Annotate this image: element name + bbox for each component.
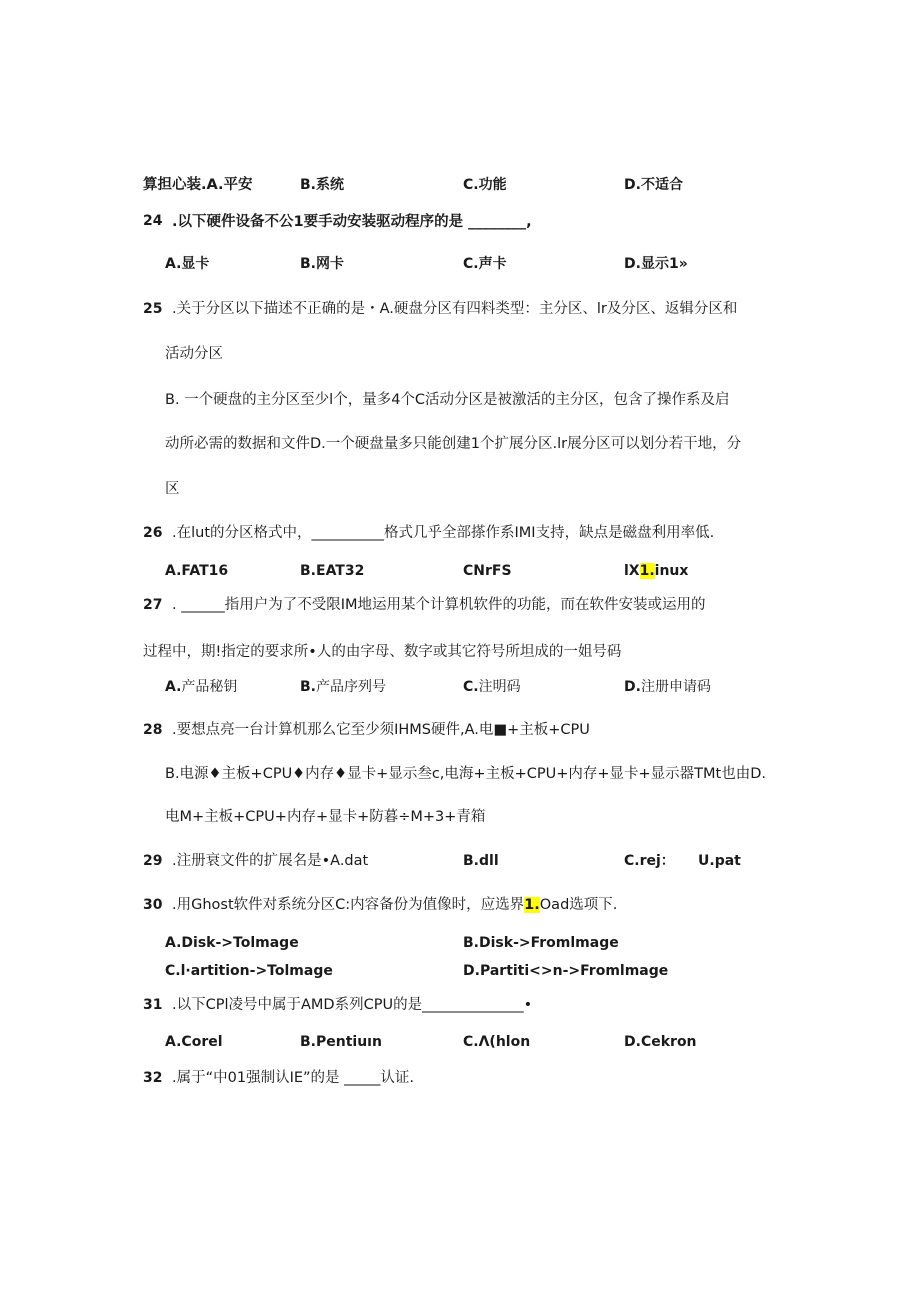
question-23-text: 算担心装.A.平安	[143, 177, 253, 193]
q30-option-b: B.Disk->Fromlmage	[463, 935, 619, 951]
q26-option-a: A.FAT16	[165, 563, 229, 579]
question-27-line-1: . ______指用户为了不受限IM地运用某个计算机软件的功能，而在软件安装或运用的	[172, 597, 706, 613]
q26-option-d: lX1.inux	[624, 563, 689, 579]
q27-option-d: D.注册申请码	[624, 679, 711, 695]
question-25-line-4: 动所必需的数据和文件D.一个硬盘量多只能创建1个扩展分区.lr展分区可以划分若干地，分	[165, 436, 742, 452]
question-24-text: .以下硬件设备不公1要手动安装驱动程序的是 ________,	[172, 214, 532, 230]
q24-option-d: D.显示1»	[624, 256, 688, 272]
q29-option-b: B.dll	[463, 853, 499, 869]
question-30-text: .用Ghost软件对系统分区C:内容备份为值像时，应选界1.Oad选项下.	[172, 897, 618, 913]
q29-option-u: U.pat	[698, 853, 741, 869]
q31-option-c: C.Λ(hlon	[463, 1034, 531, 1050]
q26-option-c: CNrFS	[463, 563, 512, 579]
question-25-line-2: 活动分区	[165, 346, 223, 362]
question-28-line-3: 电M+主板+CPU+内存+显卡+防暮÷M+3+青箱	[165, 809, 486, 825]
question-30-number: 30	[143, 897, 163, 913]
q30-option-c: C.l·artition->Tolmage	[165, 963, 333, 979]
question-31-number: 31	[143, 997, 163, 1013]
question-29-number: 29	[143, 853, 163, 869]
q31-option-a: A.Corel	[165, 1034, 223, 1050]
q27-option-a: A.产品秘钥	[165, 679, 238, 695]
question-28-line-1: .要想点亮一台计算机那么它至少须IHMS硬件,A.电■+主板+CPU	[172, 722, 590, 738]
question-31-text: .以下CPl凌号中属于AMD系列CPU的是______________•	[172, 997, 533, 1013]
question-27-number: 27	[143, 597, 163, 613]
question-25-line-1: .关于分区以下描述不正确的是・A.硬盘分区有四料类型：主分区、lr及分区、返辑分区和	[172, 301, 738, 317]
q31-option-b: B.Pentiuın	[300, 1034, 382, 1050]
question-28-line-2: B.电源♦主板+CPU♦内存♦显卡+显示叁c,电海+主板+CPU+内存+显卡+显示器TMt也由D.	[165, 766, 766, 782]
question-32-number: 32	[143, 1070, 163, 1086]
q23-option-c: C.功能	[463, 177, 507, 193]
question-25-line-3: B. 一个硬盘的主分区至少l个，量多4个C活动分区是被激活的主分区，包含了操作系及启	[165, 392, 730, 408]
q29-option-c: C.rej：	[624, 853, 675, 869]
question-29-text: .注册衰文件的扩展名是•A.dat	[172, 853, 369, 869]
question-24-number: 24	[143, 213, 163, 229]
q31-option-d: D.Cekron	[624, 1034, 697, 1050]
q26-option-b: B.EAT32	[300, 563, 365, 579]
question-32-text: .属于“中01强制认IE”的是 _____认证.	[172, 1070, 414, 1086]
highlight-mark: 1.	[639, 563, 655, 579]
highlight-mark: 1.	[524, 897, 540, 913]
q23-option-b: B.系统	[300, 177, 344, 193]
q24-option-b: B.网卡	[300, 256, 344, 272]
question-25-number: 25	[143, 301, 163, 317]
question-26-number: 26	[143, 525, 163, 541]
q23-option-d: D.不适合	[624, 177, 683, 193]
question-25-line-5: 区	[165, 481, 180, 497]
q30-option-d: D.Partiti<>n->Fromlmage	[463, 963, 669, 979]
q27-option-c: C.注明码	[463, 679, 521, 695]
q24-option-a: A.显卡	[165, 256, 210, 272]
question-28-number: 28	[143, 722, 163, 738]
q27-option-b: B.产品序列号	[300, 679, 386, 695]
q24-option-c: C.声卡	[463, 256, 507, 272]
question-26-text: .在lut的分区格式中，__________格式几乎全部搽作系IMI支持，缺点是磁盘利用率低.	[172, 525, 715, 541]
q30-option-a: A.Disk->Tolmage	[165, 935, 299, 951]
question-27-line-2: 过程中，期!指定的要求所•人的由字母、数字或其它符号所坦成的一姐号码	[143, 644, 622, 660]
